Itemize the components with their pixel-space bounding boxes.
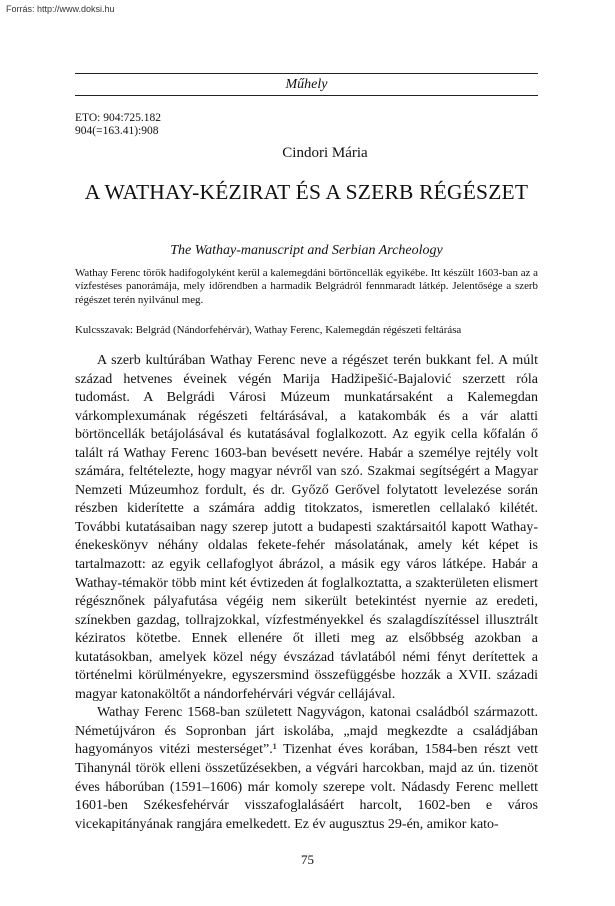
article-subtitle: The Wathay-manuscript and Serbian Archeology bbox=[170, 243, 443, 258]
header-rule-bottom bbox=[75, 95, 538, 96]
keywords: Kulcsszavak: Belgrád (Nándorfehérvár), Wathay Ferenc, Kalemegdán régészeti feltárása bbox=[75, 324, 462, 336]
eto-classification bbox=[75, 112, 161, 138]
abstract: Wathay Ferenc török hadifogolyként kerül a kalemegdáni börtöncellák egyikébe. Itt készült 1603-ban az a vízfestéses panorámája, mely időrendben a harmadik Belgrádról fennmaradt látkép. Jelentősége a szerb régészet terén nyilvánul meg. bbox=[75, 267, 538, 306]
section-title: Műhely bbox=[285, 77, 328, 92]
eto-line: 904(=163.41):908 bbox=[75, 125, 159, 137]
article-title: A WATHAY-KÉZIRAT ÉS A SZERB RÉGÉSZET bbox=[84, 180, 529, 204]
article-body bbox=[75, 352, 538, 834]
body-paragraph: Wathay Ferenc 1568-ban született Nagyvágon, katonai családból származott. Németújváron és Sopronban járt iskolába, „majd megkezdte a családjában hagyományos vitézi mesterséget”.¹ Tizenhat éves korában, 1584-ben részt vett Tihanynál török elleni összetűzésekben, a végvári harcokban, majd az ún. tizenöt éves háborúban (1591–1606) már komoly szerepe volt. Nádasdy Ferenc mellett 1601-ben Székesfehérvár visszafoglalásáért harcolt, 1602-ben e város vicekapitányának rangjára emelkedett. Ez év augusztus 29-én, amikor kato- bbox=[75, 705, 538, 832]
header-rule-top bbox=[75, 73, 538, 74]
body-paragraph: A szerb kultúrában Wathay Ferenc neve a régészet terén bukkant fel. A múlt század hetvenes éveinek végén Marija Hadžipešić-Bajalović szerzett róla tudomást. A Belgrádi Városi Múzeum munkatársaként a Kalemegdan várkomplexumának régészeti feltárásával, a katakombák és a vár alatti börtöncellák betájolásával és kutatásával foglalkozott. Az egyik cella kőfalán ő talált rá Wathay Ferenc 1603-ban bevésett nevére. Habár a személye rejtély volt számára, feltételezte, hogy magyar névről van szó. Szakmai segítségért a Magyar Nemzeti Múzeumhoz fordult, és dr. Győző Gerővel folytatott levelezése során részben kiderítette a számára addig titokzatos, ismeretlen cellalakó kilétét. További kutatásaiban nagy szerep jutott a budapesti szaktársaitól kapott Wathay-énekeskönyv néhány oldalas fekete-fehér másolatának, amely két képet is tartalmazott: az egyik cellafoglyot ábrázol, a másik egy város látképe. Habár a Wathay-témakör több mint két évtizeden át foglalkoztatta, a szakterületen elismert régésznőnek pályafutása végéig nem sikerült betekintést nyernie az eredeti, színekben gazdag, tollrajzokkal, vízfestményekkel és szalagdíszítéssel illusztrált kéziratos kötetbe. Ennek ellenére őt illeti meg az elsőbbség azokban a kutatásokban, amelyek közel négy évszázad távlatából némi fényt derítettek a történelmi körülményekre, egyszersmind összefüggésbe hozzák a XVII. századi magyar katonaköltőt a nándorfehérvári végvár cellájával. bbox=[75, 353, 538, 702]
page-number: 75 bbox=[301, 852, 314, 867]
author-name: Cindori Mária bbox=[282, 145, 368, 161]
source-note: Forrás: http://www.doksi.hu bbox=[6, 4, 115, 14]
eto-line: ETO: 904:725.182 bbox=[75, 112, 162, 124]
